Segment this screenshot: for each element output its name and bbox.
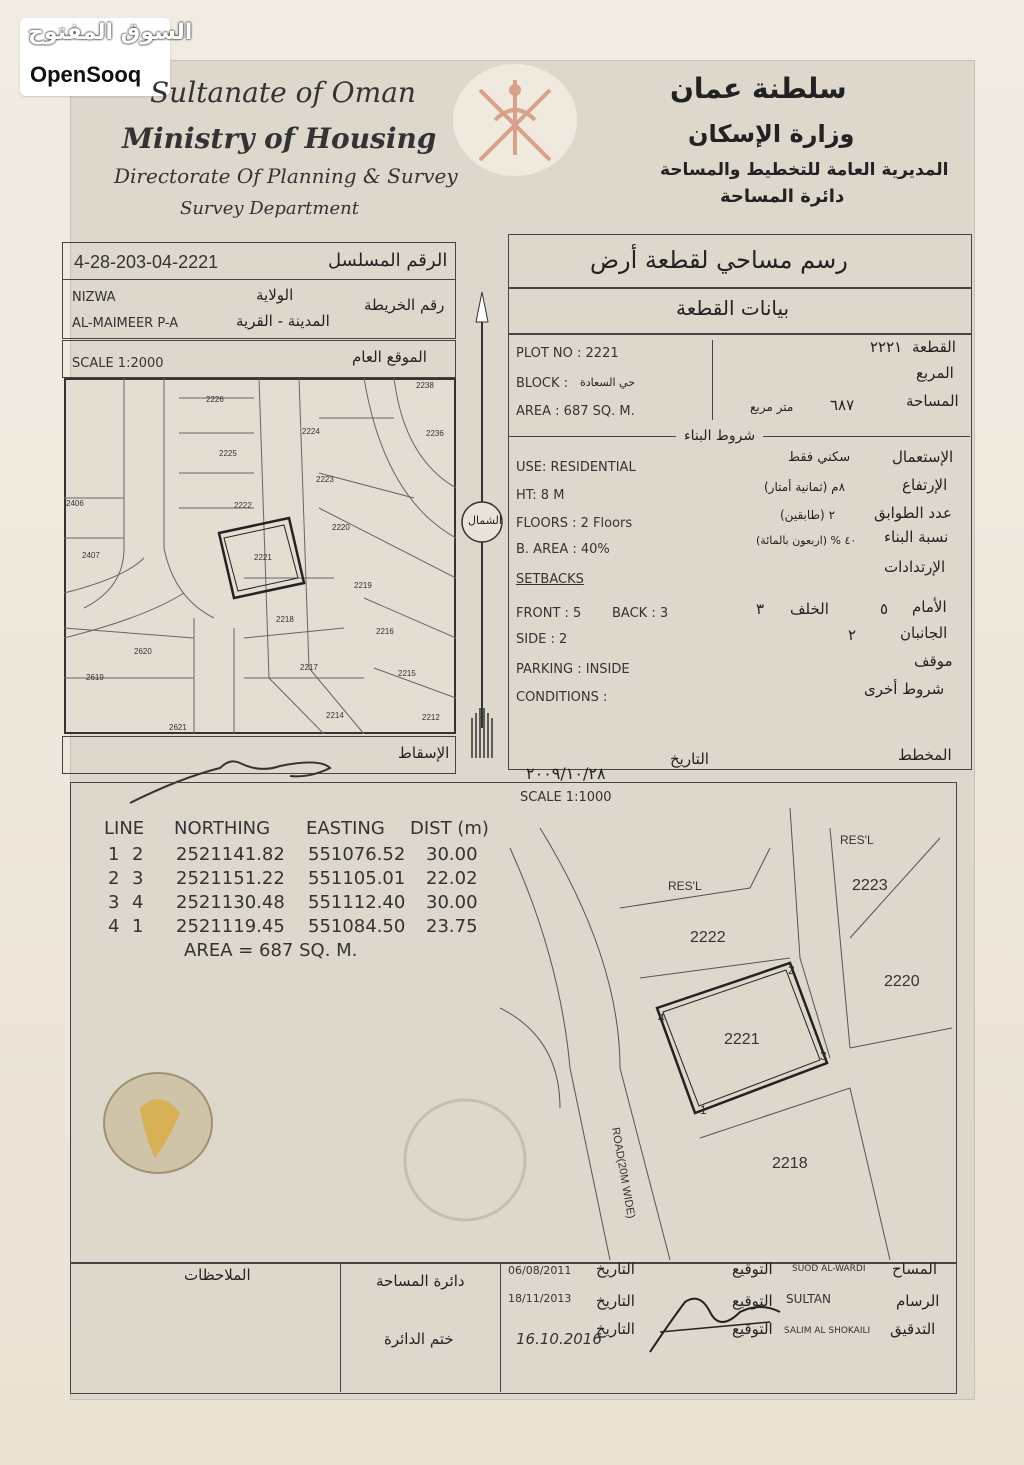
small-lot: 2224 [302, 427, 320, 436]
header-ar-line2: وزارة الإسكان [688, 120, 855, 148]
serial-value: 4-28-203-04-2221 [74, 252, 219, 272]
small-lot: 2218 [276, 615, 294, 624]
document-title: رسم مساحي لقطعة أرض [590, 246, 848, 274]
date-label: التاريخ [596, 1292, 635, 1310]
divider [340, 1262, 341, 1392]
signature-label: التوقيع [732, 1320, 773, 1338]
wilaya-label: الولاية [256, 286, 294, 304]
date-label: التاريخ [596, 1320, 635, 1338]
small-lot: 2221 [254, 553, 272, 562]
small-lot: 2217 [300, 663, 318, 672]
survey-dept-label: دائرة المساحة [376, 1272, 465, 1290]
line-to: 3 [132, 868, 144, 889]
line-from: 4 [108, 916, 120, 937]
parking-ar-label: موقف [914, 652, 953, 670]
big-lot: 2222 [690, 929, 726, 946]
small-lot: 2214 [326, 711, 344, 720]
small-lot: 2220 [332, 523, 350, 532]
area-ar-unit: متر مربع [750, 400, 794, 414]
small-location-map [64, 378, 456, 734]
floors-ar-value: ٢ (طابقين) [780, 508, 836, 522]
side-ar-label: الجانبان [900, 624, 948, 642]
floors-ar-label: عدد الطوابق [874, 504, 952, 522]
corner-label: 4 [658, 1011, 665, 1025]
floors-value: FLOORS : 2 Floors [516, 516, 633, 531]
signature-mark-footer [640, 1282, 790, 1362]
small-lot: 2225 [219, 449, 237, 458]
coords-header-dist: DIST (m) [410, 818, 489, 839]
small-lot: 2236 [426, 429, 444, 438]
line-to: 2 [132, 844, 144, 865]
small-map-scale: SCALE 1:2000 [72, 356, 164, 371]
front-ar-value: ٥ [880, 600, 889, 618]
table-row [108, 868, 478, 892]
small-lot: 2212 [422, 713, 440, 722]
plot-data-header: بيانات القطعة [676, 296, 790, 320]
small-lot: 2216 [376, 627, 394, 636]
scheme-date-value: ٢٠٠٩/١٠/٢٨ [526, 764, 606, 783]
big-lot: 2221 [724, 1031, 760, 1048]
plot-ar-value: ٢٢٢١ [870, 338, 903, 356]
signature-label: التوقيع [732, 1292, 773, 1310]
plot-no: PLOT NO : 2221 [516, 346, 619, 361]
table-row [108, 892, 478, 916]
height-value: HT: 8 M [516, 488, 565, 503]
parking-value: PARKING : INSIDE [516, 662, 630, 677]
easting-cell: 551105.01 [308, 868, 406, 889]
header-ar-line3: المديرية العامة للتخطيط والمساحة [660, 160, 949, 180]
table-row [108, 916, 478, 940]
small-lot: 2619 [86, 673, 104, 682]
road-label: ROAD(20M WIDE) [609, 1126, 637, 1220]
general-location-label: الموقع العام [352, 348, 427, 366]
map-no-label: رقم الخريطة [364, 296, 445, 314]
building-area-ar-value: ٤٠ % (اربعون بالمائة) [756, 534, 857, 547]
checker-role: التدقيق [890, 1320, 936, 1338]
header-en-line2: Ministry of Housing [122, 122, 437, 155]
plot-site-map [500, 808, 952, 1260]
block-ar-label: المربع [916, 364, 954, 382]
small-lot: 2226 [206, 395, 224, 404]
northing-cell: 2521151.22 [176, 868, 285, 889]
block-ar-value: حي السعادة [580, 376, 636, 389]
north-label: الشمال [468, 514, 502, 527]
easting-cell: 551076.52 [308, 844, 406, 865]
use-value: USE: RESIDENTIAL [516, 460, 636, 475]
village-label: المدينة - القرية [236, 312, 330, 330]
building-area-value: B. AREA : 40% [516, 542, 610, 557]
dept-seal-label: ختم الدائرة [384, 1330, 454, 1348]
back-ar-label: الخلف [790, 600, 829, 618]
height-ar-label: الإرتفاع [902, 476, 948, 494]
header-ar-line4: دائرة المساحة [720, 186, 845, 207]
plot-ar-label: القطعة [912, 338, 956, 356]
official-seal-icon [100, 1068, 216, 1178]
back-ar-value: ٣ [756, 600, 765, 618]
wilaya-value: NIZWA [72, 290, 116, 305]
line-from: 3 [108, 892, 120, 913]
checker-name: SALIM AL SHOKAILI [784, 1326, 871, 1336]
coords-area: AREA = 687 SQ. M. [184, 940, 358, 961]
survey-date: 06/08/2011 [508, 1264, 572, 1277]
surveyor-role: المساح [892, 1260, 938, 1278]
drafter-role: الرسام [896, 1292, 940, 1310]
use-ar-label: الإستعمال [892, 448, 954, 466]
northing-cell: 2521119.45 [176, 916, 285, 937]
table-row [108, 844, 478, 868]
easting-cell: 551084.50 [308, 916, 406, 937]
other-conditions-ar-label: شروط أخرى [864, 680, 945, 698]
line-to: 4 [132, 892, 144, 913]
northing-cell: 2521130.48 [176, 892, 285, 913]
dist-cell: 30.00 [426, 844, 478, 865]
building-area-ar-label: نسبة البناء [884, 528, 949, 546]
line-from: 1 [108, 844, 120, 865]
use-ar-value: سكني فقط [788, 450, 851, 465]
area-ar-label: المساحة [906, 392, 959, 410]
small-lot: 2621 [169, 723, 187, 732]
height-ar-value: ٨م (ثمانية أمتار) [764, 480, 846, 494]
setbacks-ar-heading: الإرتدادات [884, 558, 946, 576]
scheme-date-label: التاريخ [670, 750, 709, 768]
signature-label: التوقيع [732, 1260, 773, 1278]
village-value: AL-MAIMEER P-A [72, 316, 179, 331]
projection-label: الإسقاط [398, 744, 450, 762]
dist-cell: 22.02 [426, 868, 478, 889]
coords-header-line: LINE [104, 818, 145, 839]
drafter-date: 18/11/2013 [508, 1292, 572, 1305]
line-to: 1 [132, 916, 144, 937]
divider [712, 340, 713, 420]
residential-label: RES'L [668, 879, 702, 893]
coords-header-row [104, 818, 489, 839]
area-value: AREA : 687 SQ. M. [516, 404, 635, 419]
watermark-arabic: السوق المفتوح [28, 20, 193, 45]
small-lot: 2407 [82, 551, 100, 560]
north-arrow-icon [458, 288, 506, 768]
easting-cell: 551112.40 [308, 892, 406, 913]
side-ar-value: ٢ [848, 626, 857, 644]
small-lot: 2219 [354, 581, 372, 590]
small-lot: 2238 [416, 381, 434, 390]
conditions-value: CONDITIONS : [516, 690, 608, 705]
planner-label: المخطط [898, 746, 952, 764]
header-ar-line1: سلطنة عمان [670, 72, 847, 105]
watermark-english: OpenSooq [30, 62, 142, 87]
front-setback: FRONT : 5 [516, 606, 582, 621]
coords-table [108, 844, 478, 940]
divider [500, 1262, 501, 1392]
big-lot: 2220 [884, 973, 920, 990]
remarks-label: الملاحظات [184, 1266, 251, 1284]
coords-header-northing: NORTHING [174, 818, 271, 839]
northing-cell: 2521141.82 [176, 844, 285, 865]
corner-label: 2 [788, 963, 795, 977]
drafter-name: SULTAN [786, 1292, 832, 1306]
small-lot: 2406 [66, 499, 84, 508]
small-lot: 2222 [234, 501, 252, 510]
residential-label: RES'L [840, 833, 874, 847]
corner-label: 1 [700, 1103, 707, 1117]
building-conditions-label: شروط البناء [676, 428, 763, 444]
big-map-scale: SCALE 1:1000 [520, 790, 612, 805]
dist-cell: 30.00 [426, 892, 478, 913]
date-label: التاريخ [596, 1260, 635, 1278]
header-en-line1: Sultanate of Oman [150, 76, 416, 109]
header-en-line3: Directorate Of Planning & Survey [114, 164, 458, 188]
block-label: BLOCK : [516, 376, 569, 391]
side-setback: SIDE : 2 [516, 632, 568, 647]
big-lot: 2218 [772, 1155, 808, 1172]
line-from: 2 [108, 868, 120, 889]
serial-label: الرقم المسلسل [328, 250, 448, 271]
checker-date: 16.10.2016 [516, 1330, 602, 1348]
small-lot: 2215 [398, 669, 416, 678]
dist-cell: 23.75 [426, 916, 478, 937]
big-lot: 2223 [852, 877, 888, 894]
corner-label: 3 [820, 1049, 827, 1063]
surveyor-name: SUOD AL-WARDI [792, 1264, 866, 1274]
front-ar-label: الأمام [912, 598, 947, 616]
oman-emblem-icon [450, 60, 580, 180]
setbacks-heading: SETBACKS [516, 572, 584, 587]
coords-header-easting: EASTING [306, 818, 385, 839]
small-lot: 2620 [134, 647, 152, 656]
header-en-line4: Survey Department [180, 198, 359, 219]
small-lot: 2223 [316, 475, 334, 484]
back-setback: BACK : 3 [612, 606, 669, 621]
area-ar-value: ٦٨٧ [830, 396, 855, 414]
